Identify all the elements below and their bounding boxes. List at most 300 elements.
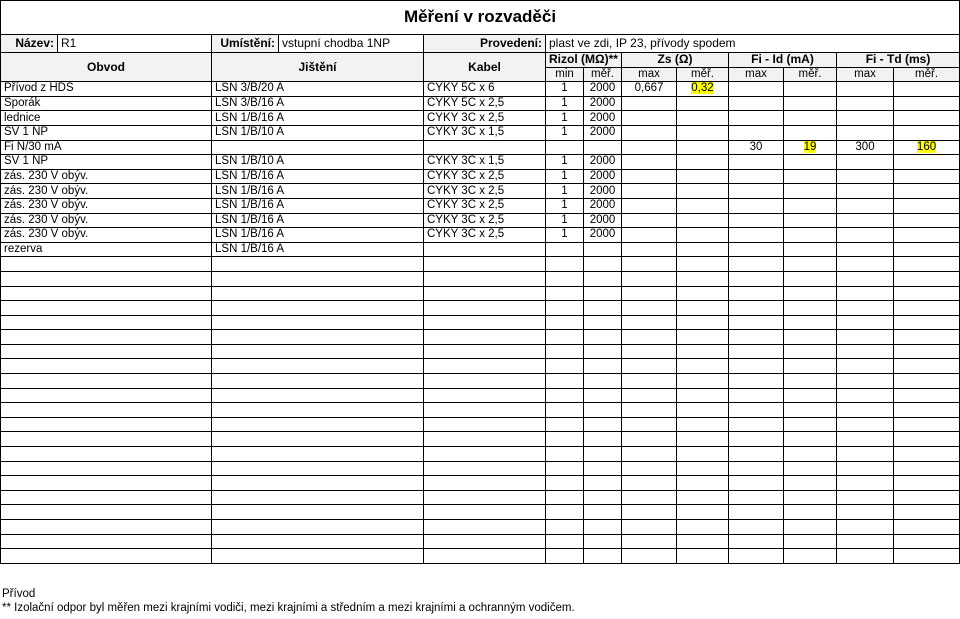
cell-cable: [424, 432, 546, 447]
table-row: [1, 271, 960, 286]
cell-rmin: [546, 271, 584, 286]
cell-cable: CYKY 5C x 2,5: [424, 96, 546, 111]
cell-rmin: 1: [546, 125, 584, 140]
cell-idmer: [784, 111, 837, 126]
cell-tdmax: [837, 125, 894, 140]
name-value: R1: [58, 35, 212, 53]
cell-protection: [212, 344, 424, 359]
table-row: [1, 96, 960, 111]
cell-rmin: [546, 490, 584, 505]
cell-cable: [424, 301, 546, 316]
cell-tdmax: [837, 344, 894, 359]
cell-rmer: [584, 388, 622, 403]
cell-idmax: [729, 388, 784, 403]
cell-rmer: [584, 359, 622, 374]
cell-zmer: [677, 447, 729, 462]
cell-idmer: [784, 461, 837, 476]
cell-rmin: [546, 549, 584, 564]
table-row: [1, 388, 960, 403]
cell-tdmer: [894, 549, 960, 564]
cell-protection: LSN 1/B/10 A: [212, 155, 424, 170]
cell-tdmer: [894, 461, 960, 476]
cell-protection: [212, 432, 424, 447]
cell-cable: CYKY 3C x 2,5: [424, 198, 546, 213]
cell-tdmer: [894, 257, 960, 272]
cell-tdmer: [894, 403, 960, 418]
cell-rmer: [584, 403, 622, 418]
cell-cable: CYKY 3C x 1,5: [424, 155, 546, 170]
cell-rmin: [546, 330, 584, 345]
highlighted-value: 0,32: [691, 82, 714, 95]
cell-idmer: [784, 169, 837, 184]
cell-idmax: 30: [729, 140, 784, 155]
cell-protection: [212, 520, 424, 535]
cell-circuit: Fi N/30 mA: [1, 140, 212, 155]
cell-rmer: [584, 286, 622, 301]
cell-idmax: [729, 447, 784, 462]
cell-tdmer: [894, 520, 960, 535]
sub-mer: měř.: [677, 67, 729, 82]
cell-tdmer: [894, 111, 960, 126]
cell-rmin: 1: [546, 184, 584, 199]
cell-circuit: [1, 271, 212, 286]
cell-cable: [424, 242, 546, 257]
cell-tdmax: [837, 228, 894, 243]
design-label: Provedení:: [424, 35, 546, 53]
cell-idmer: [784, 155, 837, 170]
cell-protection: LSN 1/B/10 A: [212, 125, 424, 140]
cell-idmer: [784, 549, 837, 564]
cell-zmer: [677, 476, 729, 491]
cell-rmin: [546, 432, 584, 447]
cell-rmin: 1: [546, 228, 584, 243]
cell-zmax: [622, 388, 677, 403]
cell-tdmax: [837, 286, 894, 301]
cell-tdmax: [837, 403, 894, 418]
cell-idmer: [784, 271, 837, 286]
cell-protection: [212, 286, 424, 301]
cell-protection: [212, 534, 424, 549]
cell-zmax: [622, 111, 677, 126]
cell-idmer: [784, 330, 837, 345]
cell-tdmer: [894, 505, 960, 520]
cell-idmer: [784, 432, 837, 447]
cell-rmin: [546, 344, 584, 359]
cell-protection: [212, 388, 424, 403]
cell-circuit: zás. 230 V obýv.: [1, 213, 212, 228]
cell-cable: [424, 330, 546, 345]
cell-protection: [212, 359, 424, 374]
cell-circuit: SV 1 NP: [1, 125, 212, 140]
cell-circuit: [1, 374, 212, 389]
title-row: [0, 0, 960, 35]
header-cable: Kabel: [424, 53, 546, 82]
cell-tdmax: [837, 359, 894, 374]
cell-tdmer: [894, 82, 960, 97]
cell-rmer: 2000: [584, 96, 622, 111]
cell-idmer: [784, 82, 837, 97]
header-rizol: Rizol (MΩ)**: [546, 53, 622, 68]
table-row: [1, 461, 960, 476]
cell-cable: [424, 549, 546, 564]
cell-tdmax: [837, 198, 894, 213]
cell-idmax: [729, 520, 784, 535]
cell-zmer: [677, 286, 729, 301]
cell-circuit: SV 1 NP: [1, 155, 212, 170]
sub-max: max: [622, 67, 677, 82]
cell-idmax: [729, 228, 784, 243]
cell-rmin: [546, 388, 584, 403]
cell-tdmax: [837, 476, 894, 491]
cell-circuit: [1, 447, 212, 462]
cell-idmer: [784, 417, 837, 432]
cell-rmer: [584, 374, 622, 389]
cell-idmax: [729, 111, 784, 126]
cell-rmin: [546, 417, 584, 432]
cell-idmax: [729, 184, 784, 199]
cell-cable: [424, 286, 546, 301]
cell-protection: LSN 3/B/20 A: [212, 82, 424, 97]
cell-tdmax: 300: [837, 140, 894, 155]
cell-rmer: 2000: [584, 155, 622, 170]
cell-idmer: [784, 388, 837, 403]
cell-protection: LSN 1/B/16 A: [212, 111, 424, 126]
cell-zmer: [677, 315, 729, 330]
cell-protection: [212, 490, 424, 505]
sub-mer: měř.: [784, 67, 837, 82]
cell-rmin: [546, 520, 584, 535]
cell-cable: [424, 534, 546, 549]
cell-circuit: [1, 257, 212, 272]
cell-tdmer: [894, 388, 960, 403]
cell-zmax: [622, 534, 677, 549]
cell-tdmer: [894, 125, 960, 140]
cell-protection: [212, 315, 424, 330]
cell-zmax: [622, 417, 677, 432]
table-row: [1, 490, 960, 505]
cell-rmer: 2000: [584, 198, 622, 213]
table-row: [1, 257, 960, 272]
measurement-table: [0, 34, 960, 564]
cell-idmer: [784, 301, 837, 316]
cell-tdmer: [894, 374, 960, 389]
cell-cable: [424, 520, 546, 535]
cell-circuit: Přívod z HDS: [1, 82, 212, 97]
cell-idmax: [729, 82, 784, 97]
cell-cable: [424, 388, 546, 403]
cell-idmer: [784, 257, 837, 272]
cell-tdmer: [894, 534, 960, 549]
cell-zmax: [622, 213, 677, 228]
cell-zmax: [622, 242, 677, 257]
cell-circuit: zás. 230 V obýv.: [1, 169, 212, 184]
cell-rmer: [584, 505, 622, 520]
cell-rmin: [546, 534, 584, 549]
cell-tdmer: [894, 184, 960, 199]
cell-rmin: [546, 374, 584, 389]
cell-zmax: 0,667: [622, 82, 677, 97]
cell-zmer: [677, 155, 729, 170]
cell-idmer: [784, 125, 837, 140]
cell-circuit: [1, 388, 212, 403]
cell-tdmax: [837, 374, 894, 389]
cell-circuit: rezerva: [1, 242, 212, 257]
cell-circuit: [1, 315, 212, 330]
cell-rmin: 1: [546, 82, 584, 97]
header-circuit: Obvod: [1, 53, 212, 82]
cell-rmer: [584, 476, 622, 491]
cell-cable: CYKY 3C x 2,5: [424, 184, 546, 199]
cell-rmin: 1: [546, 155, 584, 170]
cell-rmer: [584, 301, 622, 316]
cell-zmax: [622, 520, 677, 535]
cell-rmer: 2000: [584, 184, 622, 199]
cell-cable: CYKY 3C x 2,5: [424, 111, 546, 126]
table-row: [1, 417, 960, 432]
cell-zmax: [622, 184, 677, 199]
cell-zmax: [622, 461, 677, 476]
cell-protection: LSN 1/B/16 A: [212, 242, 424, 257]
cell-idmax: [729, 432, 784, 447]
cell-circuit: [1, 534, 212, 549]
cell-tdmax: [837, 490, 894, 505]
cell-zmer: [677, 96, 729, 111]
table-row: [1, 242, 960, 257]
cell-tdmer: [894, 359, 960, 374]
cell-rmin: [546, 315, 584, 330]
cell-zmax: [622, 549, 677, 564]
cell-rmer: [584, 549, 622, 564]
cell-rmer: [584, 257, 622, 272]
cell-tdmax: [837, 242, 894, 257]
header-fi-td: Fi - Td (ms): [837, 53, 960, 68]
cell-rmer: 2000: [584, 169, 622, 184]
cell-idmer: [784, 534, 837, 549]
cell-zmax: [622, 315, 677, 330]
table-row: [1, 228, 960, 243]
cell-idmax: [729, 374, 784, 389]
table-row: [1, 505, 960, 520]
cell-protection: LSN 1/B/16 A: [212, 213, 424, 228]
cell-zmer: [677, 344, 729, 359]
cell-zmer: [677, 432, 729, 447]
cell-tdmax: [837, 257, 894, 272]
cell-zmer: [677, 140, 729, 155]
table-row: [1, 403, 960, 418]
cell-circuit: [1, 432, 212, 447]
cell-idmax: [729, 549, 784, 564]
cell-tdmer: [894, 228, 960, 243]
sub-min: min: [546, 67, 584, 82]
cell-rmin: 1: [546, 111, 584, 126]
cell-tdmer: [894, 242, 960, 257]
cell-tdmax: [837, 271, 894, 286]
table-row: [1, 198, 960, 213]
cell-cable: [424, 505, 546, 520]
cell-zmax: [622, 257, 677, 272]
cell-rmer: [584, 520, 622, 535]
cell-protection: [212, 505, 424, 520]
cell-idmax: [729, 286, 784, 301]
cell-tdmax: [837, 213, 894, 228]
cell-zmax: [622, 125, 677, 140]
cell-circuit: zás. 230 V obýv.: [1, 184, 212, 199]
cell-idmax: [729, 213, 784, 228]
cell-zmer: [677, 242, 729, 257]
location-label: Umístění:: [212, 35, 279, 53]
cell-rmer: [584, 344, 622, 359]
cell-circuit: [1, 286, 212, 301]
cell-zmax: [622, 169, 677, 184]
cell-zmax: [622, 505, 677, 520]
cell-idmer: [784, 344, 837, 359]
cell-tdmax: [837, 505, 894, 520]
cell-idmax: [729, 315, 784, 330]
cell-tdmax: [837, 96, 894, 111]
cell-tdmax: [837, 432, 894, 447]
cell-idmax: [729, 155, 784, 170]
cell-tdmax: [837, 388, 894, 403]
cell-rmer: [584, 417, 622, 432]
cell-zmer: [677, 213, 729, 228]
cell-protection: [212, 476, 424, 491]
cell-rmer: [584, 490, 622, 505]
cell-idmer: [784, 359, 837, 374]
footnote: ** Izolační odpor byl měřen mezi krajními vodiči, mezi krajními a středním a mezi krajními a ochranným vodičem.: [2, 602, 575, 614]
cell-rmer: [584, 461, 622, 476]
cell-idmax: [729, 169, 784, 184]
table-row: [1, 374, 960, 389]
cell-tdmax: [837, 534, 894, 549]
cell-tdmax: [837, 184, 894, 199]
cell-zmax: [622, 490, 677, 505]
cell-zmax: [622, 432, 677, 447]
cell-zmer: [677, 490, 729, 505]
cell-zmer: [677, 374, 729, 389]
cell-zmax: [622, 403, 677, 418]
cell-tdmax: [837, 82, 894, 97]
table-row: [1, 549, 960, 564]
cell-protection: [212, 447, 424, 462]
cell-tdmax: [837, 461, 894, 476]
cell-idmax: [729, 301, 784, 316]
cell-tdmer: [894, 330, 960, 345]
cell-zmax: [622, 155, 677, 170]
table-row: [1, 359, 960, 374]
cell-rmin: [546, 301, 584, 316]
table-row: [1, 301, 960, 316]
cell-tdmer: [894, 447, 960, 462]
location-value: vstupní chodba 1NP: [279, 35, 424, 53]
cell-idmax: [729, 257, 784, 272]
cell-cable: [424, 271, 546, 286]
cell-circuit: [1, 359, 212, 374]
cell-rmer: 2000: [584, 213, 622, 228]
cell-zmer: [677, 228, 729, 243]
cell-protection: [212, 403, 424, 418]
cell-idmax: [729, 359, 784, 374]
cell-cable: CYKY 3C x 2,5: [424, 213, 546, 228]
header-zs: Zs (Ω): [622, 53, 729, 68]
cell-idmer: [784, 520, 837, 535]
cell-zmax: [622, 198, 677, 213]
cell-zmer: [677, 184, 729, 199]
table-row: [1, 125, 960, 140]
cell-cable: [424, 490, 546, 505]
cell-zmax: [622, 330, 677, 345]
table-row: [1, 476, 960, 491]
cell-zmer: [677, 169, 729, 184]
cell-circuit: [1, 403, 212, 418]
cell-idmax: [729, 242, 784, 257]
info-row: [1, 35, 960, 53]
table-row: [1, 344, 960, 359]
cell-tdmer: [894, 417, 960, 432]
cell-circuit: [1, 330, 212, 345]
cell-rmin: 1: [546, 198, 584, 213]
cell-protection: [212, 271, 424, 286]
cell-protection: LSN 1/B/16 A: [212, 228, 424, 243]
cell-rmer: [584, 242, 622, 257]
cell-tdmer: [894, 301, 960, 316]
cell-protection: LSN 1/B/16 A: [212, 169, 424, 184]
cell-tdmer: [894, 344, 960, 359]
cell-zmer: [677, 388, 729, 403]
sub-max: max: [729, 67, 784, 82]
cell-circuit: [1, 520, 212, 535]
cell-rmin: [546, 359, 584, 374]
cell-circuit: zás. 230 V obýv.: [1, 228, 212, 243]
table-row: [1, 330, 960, 345]
cell-tdmax: [837, 111, 894, 126]
cell-rmin: [546, 242, 584, 257]
cell-circuit: zás. 230 V obýv.: [1, 198, 212, 213]
cell-tdmer: [894, 140, 960, 155]
cell-rmin: [546, 257, 584, 272]
cell-cable: CYKY 3C x 2,5: [424, 228, 546, 243]
cell-tdmax: [837, 330, 894, 345]
cell-zmer: [677, 461, 729, 476]
cell-idmer: [784, 140, 837, 155]
cell-idmer: [784, 505, 837, 520]
cell-rmer: [584, 330, 622, 345]
cell-zmer: [677, 111, 729, 126]
cell-cable: CYKY 5C x 6: [424, 82, 546, 97]
cell-circuit: lednice: [1, 111, 212, 126]
table-row: [1, 184, 960, 199]
cell-idmax: [729, 476, 784, 491]
cell-cable: [424, 447, 546, 462]
cell-idmax: [729, 505, 784, 520]
cell-zmer: [677, 82, 729, 97]
cell-cable: CYKY 3C x 1,5: [424, 125, 546, 140]
cell-protection: [212, 374, 424, 389]
cell-rmer: 2000: [584, 125, 622, 140]
cell-tdmax: [837, 315, 894, 330]
cell-idmer: [784, 242, 837, 257]
cell-tdmer: [894, 315, 960, 330]
table-row: [1, 534, 960, 549]
cell-protection: LSN 1/B/16 A: [212, 184, 424, 199]
cell-protection: [212, 417, 424, 432]
cell-zmax: [622, 476, 677, 491]
cell-tdmer: [894, 432, 960, 447]
cell-circuit: Sporák: [1, 96, 212, 111]
cell-idmer: [784, 315, 837, 330]
table-row: [1, 213, 960, 228]
cell-tdmax: [837, 417, 894, 432]
cell-idmer: [784, 374, 837, 389]
